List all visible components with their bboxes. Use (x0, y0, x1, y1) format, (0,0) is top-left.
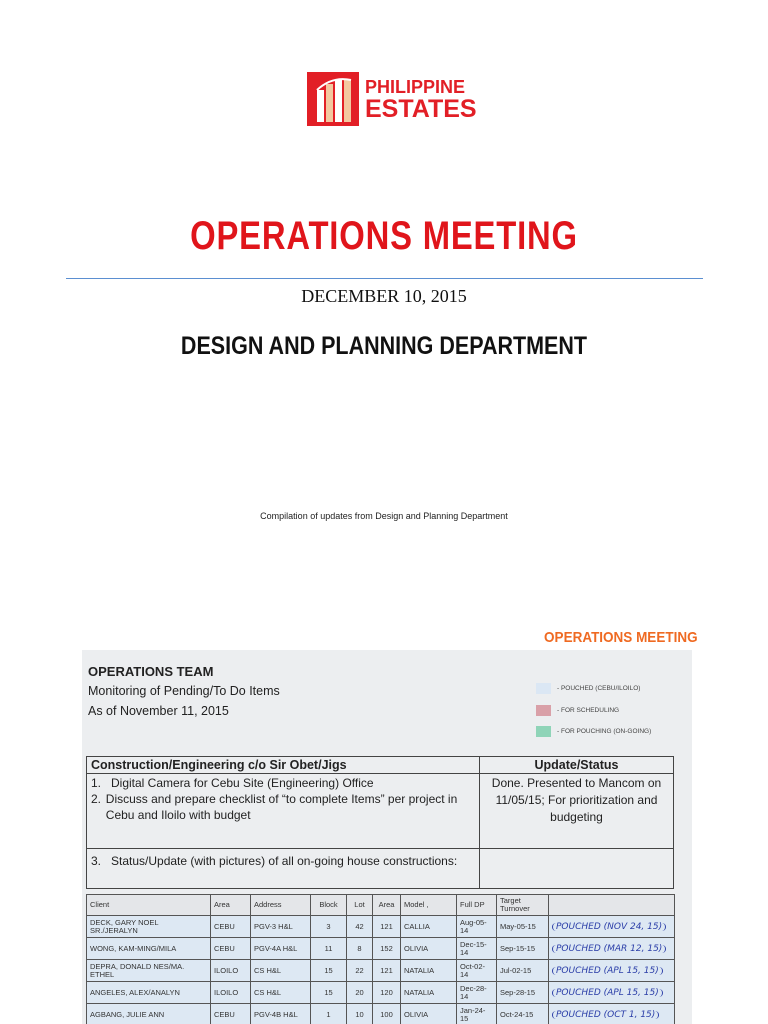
lot-area-cell: 100 (373, 1004, 401, 1024)
team-heading: OPERATIONS TEAM (88, 664, 214, 679)
lot-area-cell: 120 (373, 982, 401, 1004)
item-number: 3. (91, 854, 102, 868)
column-header: Address (251, 895, 311, 916)
address-cell: PGV-4B H&L (251, 1004, 311, 1024)
table-header-row (87, 895, 675, 916)
full-dp-cell: Dec-15-14 (457, 938, 497, 960)
block-cell: 3 (311, 916, 347, 938)
column-header: Area (373, 895, 401, 916)
lot-area-cell: 121 (373, 960, 401, 982)
column-header: Lot (347, 895, 373, 916)
block-cell: 1 (311, 1004, 347, 1024)
company-logo (307, 72, 477, 128)
remark-cell (549, 1004, 675, 1024)
remark-cell (549, 982, 675, 1004)
item-text: Digital Camera for Cebu Site (Engineering) Office (111, 776, 374, 790)
column-header: Target Turnover (497, 895, 549, 916)
column-header-mark: , (426, 900, 429, 909)
handwritten-remark: POUCHED (MAR 12, 15) (552, 945, 666, 953)
logo-text-line2: ESTATES (365, 95, 477, 123)
column-header: Area (211, 895, 251, 916)
address-cell: CS H&L (251, 982, 311, 1004)
table-row (87, 982, 675, 1004)
column-header (401, 895, 457, 916)
model-cell: OLIVIA (401, 938, 457, 960)
area-cell: ILOILO (211, 982, 251, 1004)
full-dp-cell: Jan-24-15 (457, 1004, 497, 1024)
todo-items-table (86, 756, 674, 889)
lot-cell: 8 (347, 938, 373, 960)
remark-cell (549, 916, 675, 938)
lot-cell: 42 (347, 916, 373, 938)
as-of-date: As of November 11, 2015 (88, 704, 229, 718)
todo-item (87, 849, 480, 889)
column-header: Block (311, 895, 347, 916)
legend-label: - FOR SCHEDULING (557, 707, 620, 715)
model-cell: NATALIA (401, 982, 457, 1004)
legend-swatch (536, 683, 551, 694)
full-dp-cell: Oct-02-14 (457, 960, 497, 982)
lot-area-cell: 121 (373, 916, 401, 938)
area-cell: CEBU (211, 1004, 251, 1024)
block-cell: 11 (311, 938, 347, 960)
todo-item (87, 774, 480, 849)
address-cell: CS H&L (251, 960, 311, 982)
table-row (87, 938, 675, 960)
handwritten-remark: POUCHED (APL 15, 15) (552, 967, 663, 975)
section-title-cell (87, 757, 480, 774)
item-text: Status/Update (with pictures) of all on-going house constructions: (111, 854, 458, 868)
legend-item (536, 705, 619, 716)
model-cell: NATALIA (401, 960, 457, 982)
full-dp-cell: Aug-05-14 (457, 916, 497, 938)
full-dp-cell: Dec-28-14 (457, 982, 497, 1004)
handwritten-remark: POUCHED (OCT 1, 15) (552, 1011, 659, 1019)
target-turnover-cell: Jul-02-15 (497, 960, 549, 982)
client-cell: DECK, GARY NOEL SR./JERALYN (87, 916, 211, 938)
section-title: Construction/Engineering c/o Sir Obet/Jigs (91, 758, 347, 772)
legend-item (536, 726, 651, 737)
lot-area-cell: 152 (373, 938, 401, 960)
legend-item (536, 683, 640, 694)
legend-label: - POUCHED (CEBU/ILOILO) (557, 685, 641, 693)
remark-cell (549, 938, 675, 960)
compilation-note: Compilation of updates from Design and Planning Department (260, 511, 508, 521)
update-status-header: Update/Status (480, 757, 674, 774)
lot-cell: 10 (347, 1004, 373, 1024)
table-row (87, 916, 675, 938)
legend-swatch (536, 705, 551, 716)
section-label: OPERATIONS MEETING (544, 629, 698, 646)
target-turnover-cell: Oct-24-15 (497, 1004, 549, 1024)
item-number: 2. (91, 792, 102, 806)
item-number: 1. (91, 776, 102, 790)
monitoring-subtitle: Monitoring of Pending/To Do Items (88, 684, 280, 698)
column-header: Client (87, 895, 211, 916)
target-turnover-cell: Sep-15-15 (497, 938, 549, 960)
target-turnover-cell: May-05-15 (497, 916, 549, 938)
handwritten-remark: POUCHED (APL 15, 15) (552, 989, 663, 997)
lot-cell: 22 (347, 960, 373, 982)
target-turnover-cell: Sep-28-15 (497, 982, 549, 1004)
logo-text-line1: PHILIPPINE (365, 77, 466, 97)
column-header: Full DP (457, 895, 497, 916)
remark-cell (549, 960, 675, 982)
model-cell: OLIVIA (401, 1004, 457, 1024)
meeting-date: DECEMBER 10, 2015 (301, 286, 467, 306)
column-header-label: Model (404, 900, 425, 909)
address-cell: PGV-4A H&L (251, 938, 311, 960)
house-construction-table (86, 894, 675, 1024)
legend-label: - FOR POUCHING (ON-GOING) (557, 728, 652, 736)
area-cell: CEBU (211, 938, 251, 960)
area-cell: CEBU (211, 916, 251, 938)
title-divider (66, 278, 703, 279)
address-cell: PGV-3 H&L (251, 916, 311, 938)
scanned-document (82, 650, 692, 1024)
lot-cell: 20 (347, 982, 373, 1004)
legend-swatch (536, 726, 551, 737)
table-row (87, 1004, 675, 1024)
client-cell: AGBANG, JULIE ANN (87, 1004, 211, 1024)
client-cell: WONG, KAM-MING/MILA (87, 938, 211, 960)
client-cell: ANGELES, ALEX/ANALYN (87, 982, 211, 1004)
item-text: Discuss and prepare checklist of “to complete Items” per project in Cebu and Iloilo with budget (105, 792, 458, 822)
item-status: Done. Presented to Mancom on 11/05/15; For prioritization and budgeting (480, 774, 674, 849)
building-logo-icon (307, 72, 359, 126)
department-heading: DESIGN AND PLANNING DEPARTMENT (180, 332, 588, 360)
block-cell: 15 (311, 982, 347, 1004)
column-header (549, 895, 675, 916)
item-status-empty (480, 849, 674, 889)
block-cell: 15 (311, 960, 347, 982)
handwritten-remark: POUCHED (NOV 24, 15) (552, 923, 666, 931)
model-cell: CALLIA (401, 916, 457, 938)
client-cell: DEPRA, DONALD NES/MA. ETHEL (87, 960, 211, 982)
area-cell: ILOILO (211, 960, 251, 982)
table-row (87, 960, 675, 982)
page-title: OPERATIONS MEETING (190, 214, 578, 258)
